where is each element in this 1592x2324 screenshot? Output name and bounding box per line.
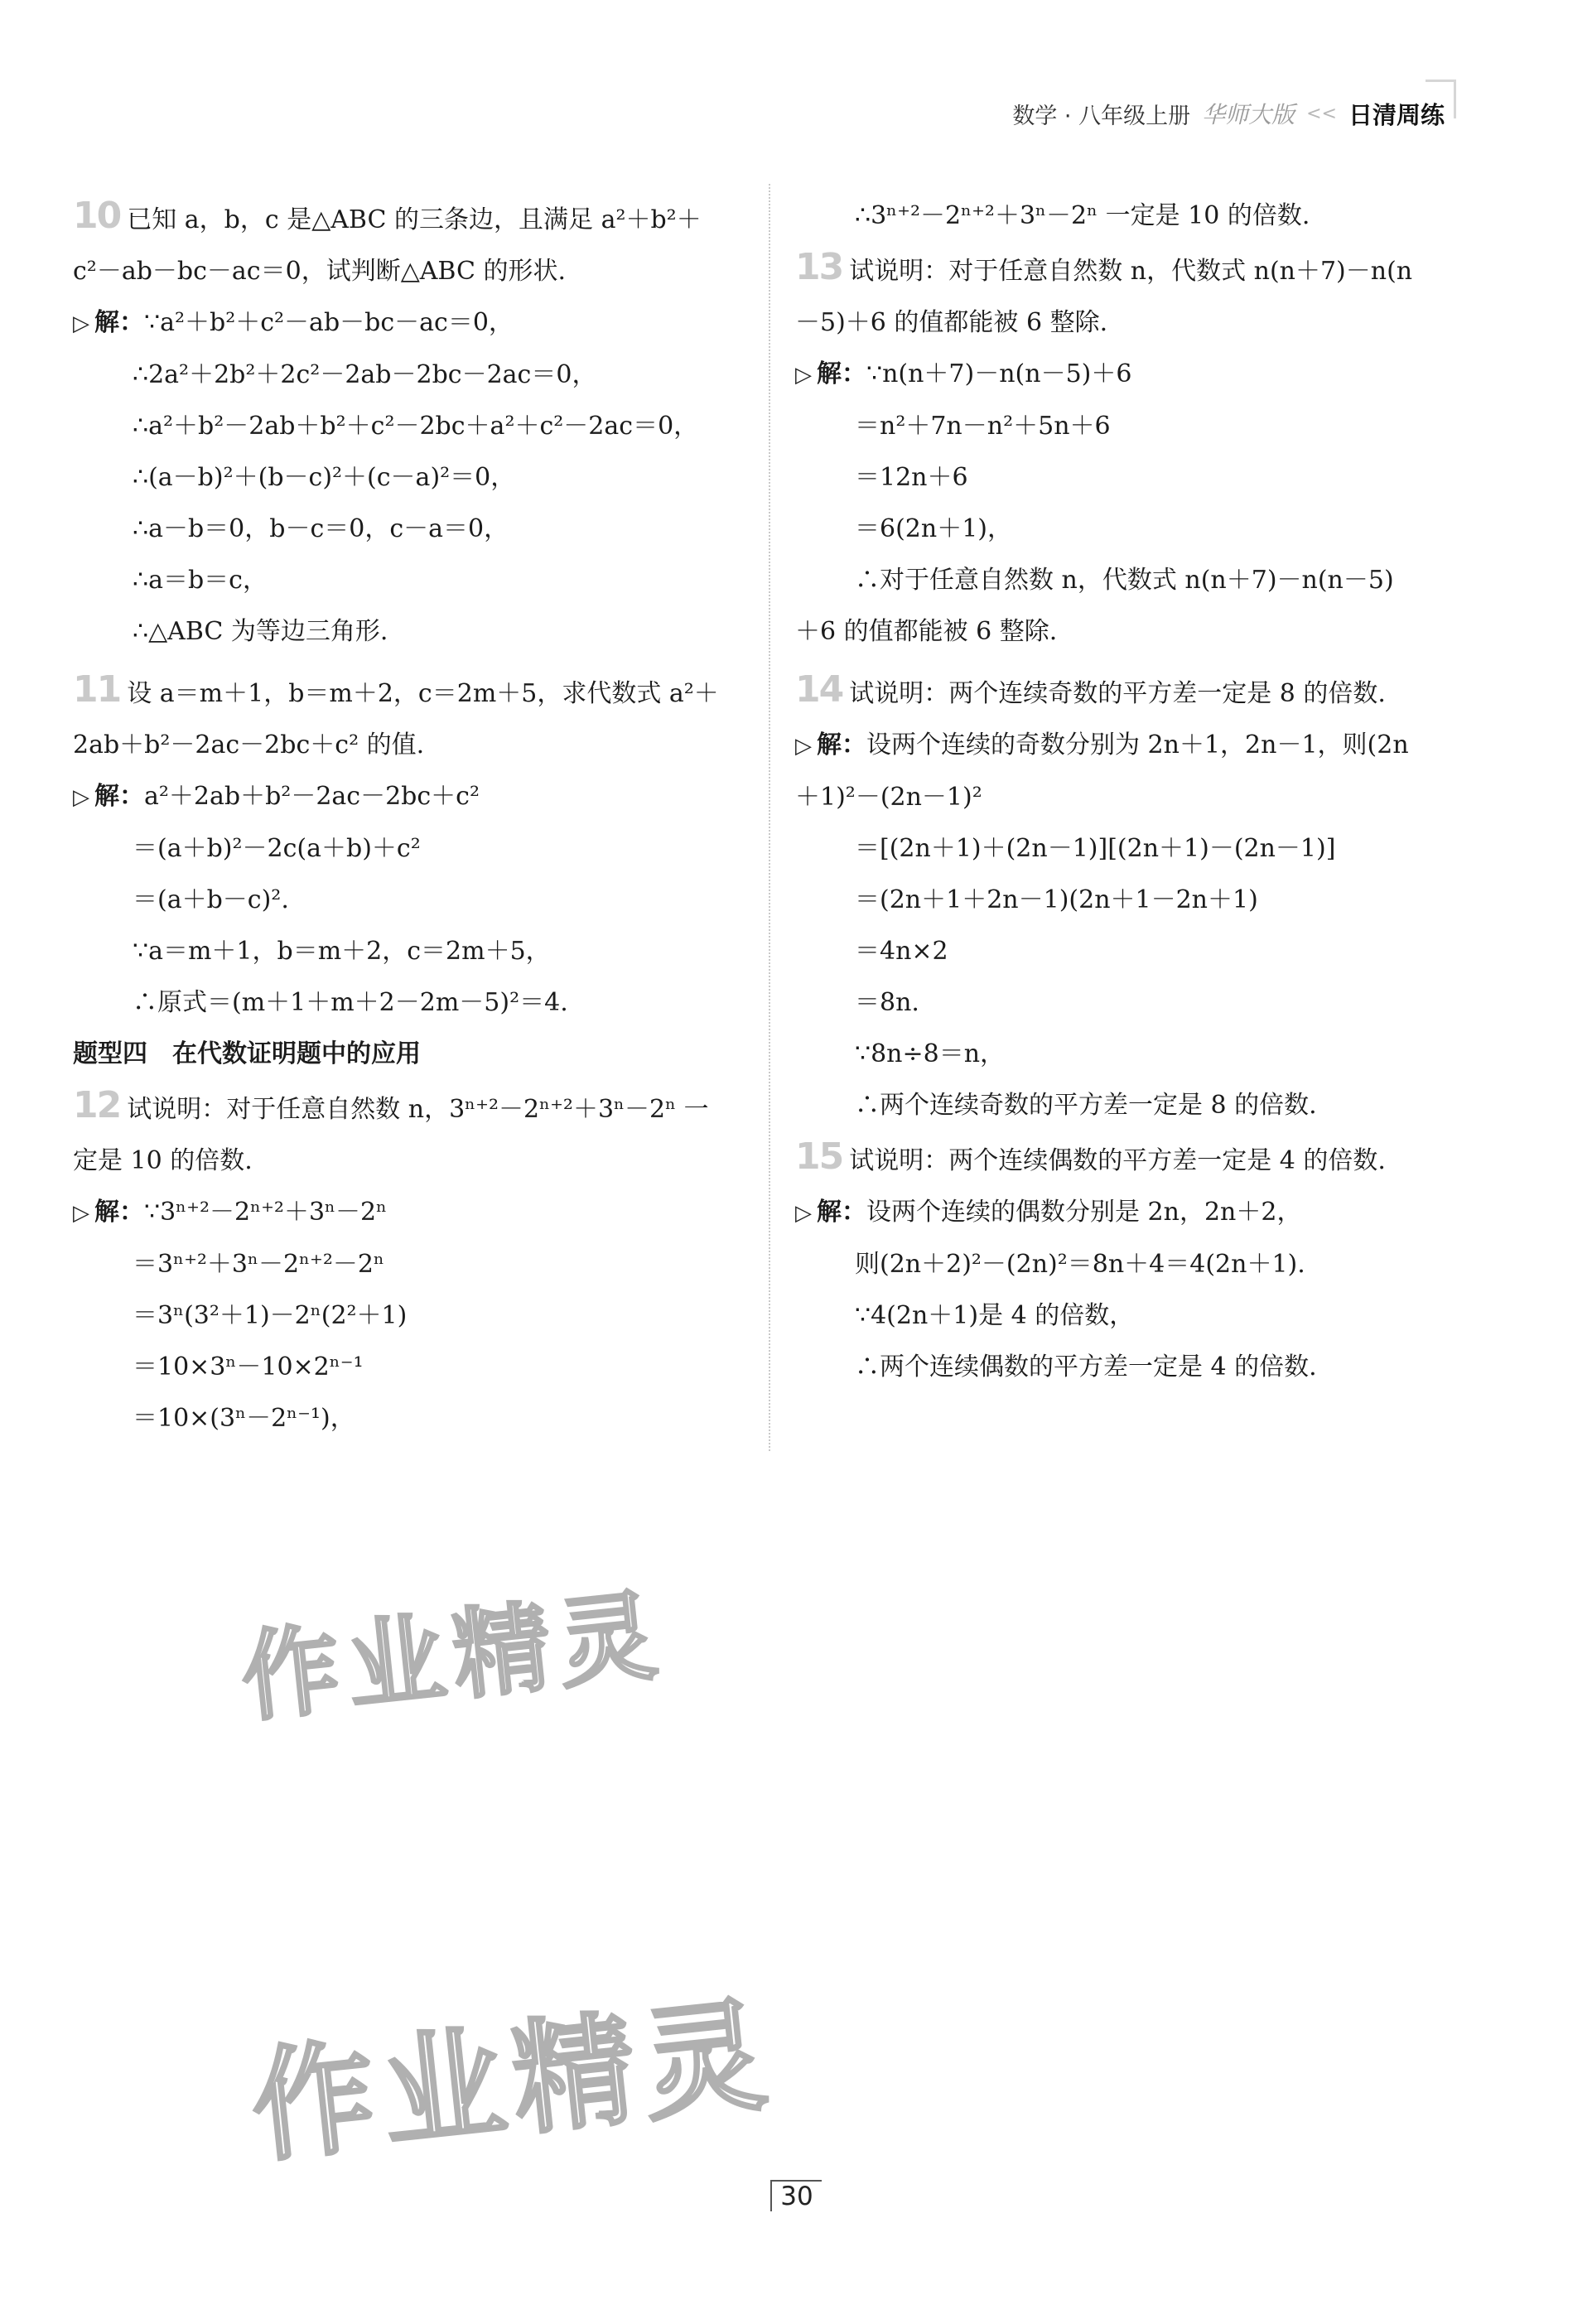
triangle-marker-icon: ▷	[73, 785, 89, 810]
solution-step: ＝(a＋b)²－2c(a＋b)＋c²	[133, 834, 421, 863]
solution-step: ＝12n＋6	[855, 463, 968, 492]
solution-step: ∴a－b＝0，b－c＝0，c－a＝0，	[133, 514, 509, 543]
solution-step: 设两个连续的偶数分别是 2n，2n＋2，	[866, 1198, 1302, 1227]
header-edition: 华师大版	[1202, 101, 1295, 128]
solution-step: ∴3ⁿ⁺²－2ⁿ⁺²＋3ⁿ－2ⁿ 一定是 10 的倍数.	[855, 201, 1310, 230]
question-text: 已知 a，b，c 是△ABC 的三条边，且满足 a²＋b²＋	[127, 205, 702, 234]
solution-step: ∴两个连续奇数的平方差一定是 8 的倍数.	[855, 1091, 1317, 1120]
solution-step: ∵n(n＋7)－n(n－5)＋6	[866, 359, 1132, 388]
question-10	[73, 190, 752, 658]
solution-step: ∵a＝m＋1，b＝m＋2，c＝2m＋5，	[133, 937, 551, 966]
corner-mark	[1426, 80, 1456, 118]
question-number: 13	[795, 246, 843, 288]
solution-step: ＝3ⁿ⁺²＋3ⁿ－2ⁿ⁺²－2ⁿ	[133, 1250, 384, 1279]
solution-step: ∵a²＋b²＋c²－ab－bc－ac＝0，	[144, 308, 514, 337]
question-number: 10	[73, 195, 121, 237]
triangle-marker-icon: ▷	[795, 1201, 812, 1226]
solution-step: 设两个连续的奇数分别为 2n＋1，2n－1，则(2n	[866, 730, 1409, 759]
solution-step: ∴△ABC 为等边三角形.	[133, 617, 388, 646]
solution-step: ＝[(2n＋1)＋(2n－1)][(2n＋1)－(2n－1)]	[855, 834, 1336, 863]
page-number: 30	[770, 2180, 821, 2211]
left-column	[73, 190, 752, 1444]
question-number: 12	[73, 1084, 121, 1126]
solution-step: 则(2n＋2)²－(2n)²＝8n＋4＝4(2n＋1).	[855, 1250, 1305, 1279]
solution-step: ∴2a²＋2b²＋2c²－2ab－2bc－2ac＝0，	[133, 360, 597, 389]
question-13	[795, 242, 1458, 658]
solution-step: ＝(a＋b－c)².	[133, 885, 289, 914]
question-text: －5)＋6 的值都能被 6 整除.	[795, 308, 1108, 337]
column-divider	[769, 184, 770, 1451]
solution-step: ＝6(2n＋1)，	[855, 514, 1012, 543]
solution-step: ＝10×(3ⁿ－2ⁿ⁻¹)，	[133, 1404, 355, 1433]
solution-label: 解：	[817, 730, 866, 759]
solution-step: ∵4(2n＋1)是 4 的倍数，	[855, 1301, 1135, 1330]
solution-label: 解：	[817, 359, 866, 388]
header-series: 日清周练	[1348, 100, 1445, 129]
question-number: 11	[73, 668, 121, 711]
right-column	[795, 190, 1458, 1393]
question-text: 试说明：对于任意自然数 n，代数式 n(n＋7)－n(n	[849, 257, 1413, 286]
solution-step: ∴原式＝(m＋1＋m＋2－2m－5)²＝4.	[133, 988, 568, 1017]
watermark: 作业精灵	[244, 1983, 781, 2180]
solution-step: ＝3ⁿ(3²＋1)－2ⁿ(2²＋1)	[133, 1301, 408, 1330]
triangle-marker-icon: ▷	[73, 311, 89, 336]
section-title: 题型四 在代数证明题中的应用	[73, 1039, 421, 1068]
solution-step: ＝n²＋7n－n²＋5n＋6	[855, 412, 1111, 441]
header-arrows: <<	[1306, 103, 1337, 124]
triangle-marker-icon: ▷	[795, 734, 812, 759]
question-text: 2ab＋b²－2ac－2bc＋c² 的值.	[73, 730, 425, 759]
solution-step: ＝8n.	[855, 988, 919, 1017]
question-number: 15	[795, 1135, 843, 1178]
question-text: 设 a＝m＋1，b＝m＋2，c＝2m＋5，求代数式 a²＋	[127, 679, 719, 708]
solution-label: 解：	[94, 308, 144, 337]
solution-step: ＝10×3ⁿ－10×2ⁿ⁻¹	[133, 1352, 364, 1381]
question-14	[795, 664, 1458, 1131]
question-11	[73, 664, 752, 1029]
solution-step: ＝4n×2	[855, 937, 948, 966]
solution-step: ∴a＝b＝c，	[133, 566, 268, 595]
solution-step: a²＋2ab＋b²－2ac－2bc＋c²	[144, 782, 480, 811]
triangle-marker-icon: ▷	[73, 1201, 89, 1226]
triangle-marker-icon: ▷	[795, 363, 812, 388]
question-15	[795, 1131, 1458, 1393]
question-text: 试说明：两个连续奇数的平方差一定是 8 的倍数.	[849, 679, 1386, 708]
question-text: 定是 10 的倍数.	[73, 1146, 253, 1175]
solution-step: ∴(a－b)²＋(b－c)²＋(c－a)²＝0，	[133, 463, 516, 492]
solution-label: 解：	[94, 782, 144, 811]
question-text: c²－ab－bc－ac＝0，试判断△ABC 的形状.	[73, 257, 567, 286]
solution-step: ∵3ⁿ⁺²－2ⁿ⁺²＋3ⁿ－2ⁿ	[144, 1198, 388, 1227]
solution-step: ＝(2n＋1＋2n－1)(2n＋1－2n＋1)	[855, 885, 1258, 914]
question-text: 试说明：对于任意自然数 n，3ⁿ⁺²－2ⁿ⁺²＋3ⁿ－2ⁿ 一	[127, 1095, 709, 1124]
solution-step: ∴对于任意自然数 n，代数式 n(n＋7)－n(n－5)	[855, 566, 1394, 595]
page-number-container	[0, 2182, 1592, 2211]
question-12	[73, 1080, 752, 1444]
solution-step: ＋1)²－(2n－1)²	[795, 783, 982, 812]
solution-step: ∴两个连续偶数的平方差一定是 4 的倍数.	[855, 1352, 1317, 1381]
page-header	[1012, 93, 1445, 134]
solution-step: ∵8n÷8＝n，	[855, 1039, 1006, 1068]
solution-step: ＋6 的值都能被 6 整除.	[795, 617, 1058, 646]
solution-step: ∴a²＋b²－2ab＋b²＋c²－2bc＋a²＋c²－2ac＝0，	[133, 412, 699, 441]
question-text: 试说明：两个连续偶数的平方差一定是 4 的倍数.	[849, 1146, 1386, 1175]
header-subject: 数学 · 八年级上册	[1012, 103, 1191, 129]
solution-label: 解：	[817, 1198, 866, 1227]
watermark: 作业精灵	[236, 1577, 670, 1736]
solution-label: 解：	[94, 1198, 144, 1227]
question-number: 14	[795, 668, 843, 711]
